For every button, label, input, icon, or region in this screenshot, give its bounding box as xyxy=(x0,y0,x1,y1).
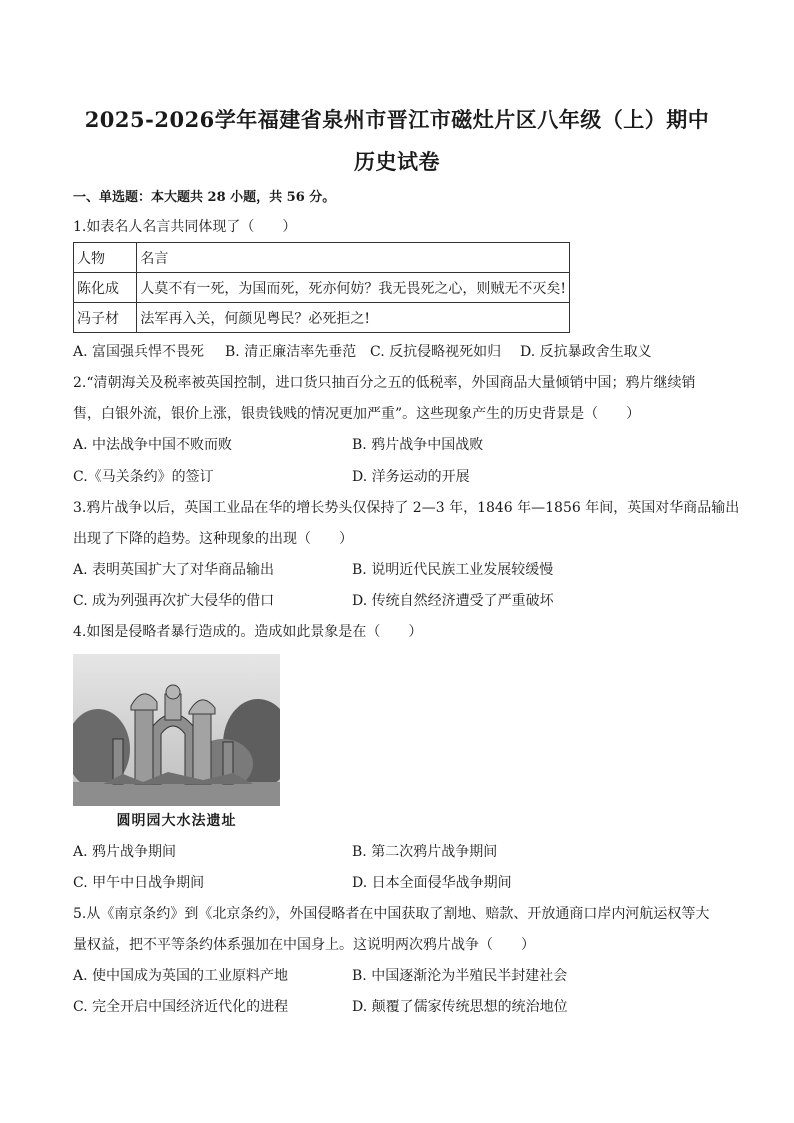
question-4-option-c[interactable]: C. 甲午中日战争期间 xyxy=(73,875,205,891)
question-2-option-a[interactable]: A. 中法战争中国不败而败 xyxy=(73,437,233,453)
question-4-stem: 4.如图是侵略者暴行造成的。造成如此景象是在（ ） xyxy=(73,624,423,640)
question-3-option-b[interactable]: B. 说明近代民族工业发展较缓慢 xyxy=(352,562,554,578)
question-2-stem-line2: 售，白银外流，银价上涨，银贵钱贱的情况更加严重”。这些现象产生的历史背景是（ ） xyxy=(73,406,641,422)
question-1-option-d[interactable]: D. 反抗暴政舍生取义 xyxy=(520,344,652,360)
question-5-stem-line2: 量权益，把不平等条约体系强加在中国身上。这说明两次鸦片战争（ ） xyxy=(73,937,535,953)
quote-table xyxy=(73,242,570,333)
question-3-option-a[interactable]: A. 表明英国扩大了对华商品输出 xyxy=(73,562,275,578)
question-3-option-c[interactable]: C. 成为列强再次扩大侵华的借口 xyxy=(73,593,275,609)
image-caption: 圆明园大水法遗址 xyxy=(116,813,237,829)
question-4-option-a[interactable]: A. 鸦片战争期间 xyxy=(73,844,177,860)
question-3-option-d[interactable]: D. 传统自然经济遭受了严重破坏 xyxy=(352,593,554,609)
question-1-option-c[interactable]: C. 反抗侵略视死如归 xyxy=(370,344,502,360)
question-1-option-a[interactable]: A. 富国强兵悍不畏死 xyxy=(73,344,205,360)
question-3-stem-line1: 3.鸦片战争以后，英国工业品在华的增长势头仅保持了 2—3 年，1846 年—1856 年间，英国对华商品输出 xyxy=(73,500,740,516)
table-row xyxy=(74,303,570,333)
table-cell: 陈化成 xyxy=(74,273,137,303)
table-header-row xyxy=(74,243,570,273)
table-row xyxy=(74,273,570,303)
question-5-option-c[interactable]: C. 完全开启中国经济近代化的进程 xyxy=(73,999,289,1015)
table-header-cell: 名言 xyxy=(137,243,570,273)
table-cell: 冯子材 xyxy=(74,303,137,333)
ruins-photo xyxy=(73,654,280,806)
question-4-option-d[interactable]: D. 日本全面侵华战争期间 xyxy=(352,875,512,891)
question-2-stem-line1: 2.“清朝海关及税率被英国控制，进口货只抽百分之五的低税率，外国商品大量倾销中国；鸦片继续销 xyxy=(73,375,696,391)
yuanmingyuan-ruins-illustration xyxy=(73,654,280,806)
question-5-stem-line1: 5.从《南京条约》到《北京条约》，外国侵略者在中国获取了割地、赔款、开放通商口岸内河航运权等大 xyxy=(73,906,710,922)
question-5-option-b[interactable]: B. 中国逐渐沦为半殖民半封建社会 xyxy=(352,968,568,984)
question-4-option-b[interactable]: B. 第二次鸦片战争期间 xyxy=(352,844,498,860)
table-cell: 人莫不有一死，为国而死，死亦何妨？我无畏死之心，则贼无不灭矣! xyxy=(137,273,570,303)
question-2-option-d[interactable]: D. 洋务运动的开展 xyxy=(352,469,470,485)
question-5-option-d[interactable]: D. 颠覆了儒家传统思想的统治地位 xyxy=(352,999,568,1015)
question-2-option-b[interactable]: B. 鸦片战争中国战败 xyxy=(352,437,484,453)
question-1-option-b[interactable]: B. 清正廉洁率先垂范 xyxy=(225,344,357,360)
exam-subject-title: 历史试卷 xyxy=(354,149,440,174)
question-1-stem: 1.如表名人名言共同体现了（ ） xyxy=(73,219,297,235)
table-cell: 法军再入关，何颜见粤民？必死拒之! xyxy=(137,303,570,333)
table-header-cell: 人物 xyxy=(74,243,137,273)
question-3-stem-line2: 出现了下降的趋势。这种现象的出现（ ） xyxy=(73,531,353,547)
question-5-option-a[interactable]: A. 使中国成为英国的工业原料产地 xyxy=(73,968,289,984)
section-heading: 一、单选题：本大题共 28 小题，共 56 分。 xyxy=(73,190,336,205)
exam-title: 2025-2026学年福建省泉州市晋江市磁灶片区八年级（上）期中 xyxy=(84,107,710,132)
question-2-option-c[interactable]: C.《马关条约》的签订 xyxy=(73,469,214,485)
